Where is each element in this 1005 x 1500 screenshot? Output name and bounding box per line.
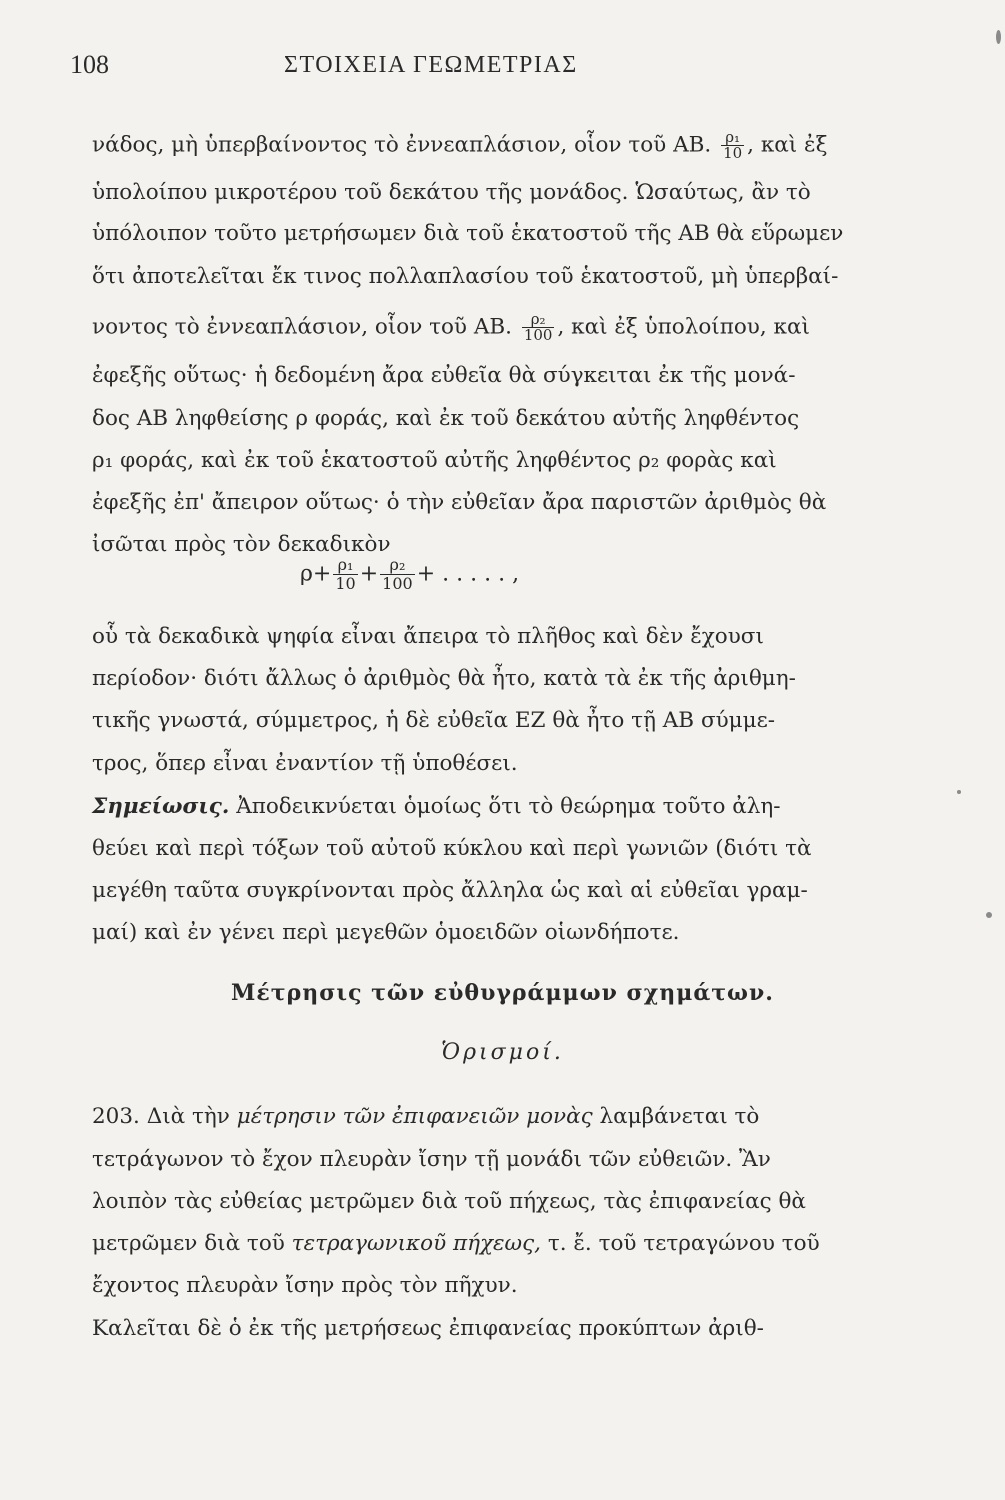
plus-sign: + — [359, 561, 379, 587]
text-line: ἐφεξῆς οὕτως· ἡ δεδομένη ἄρα εὐθεῖα θὰ σύγκειται ἐκ τῆς μονά- — [92, 363, 796, 388]
text-line: τετράγωνον τὸ ἔχον πλευρὰν ἴσην τῇ μονάδι τῶν εὐθειῶν. Ἂν — [92, 1147, 771, 1172]
text-line — [92, 792, 922, 822]
fraction — [522, 312, 555, 343]
fraction — [333, 556, 357, 593]
text-span: , καὶ ἐξ — [747, 132, 828, 158]
running-title: ΣΤΟΙΧΕΙΑ ΓΕΩΜΕΤΡΙΑΣ — [284, 52, 578, 78]
fraction-denominator: 100 — [382, 574, 413, 593]
fraction-numerator: ρ₂ — [389, 555, 406, 574]
text-span: , καὶ ἐξ ὑπολοίπου, καὶ — [557, 314, 810, 340]
text-line: θεύει καὶ περὶ τόξων τοῦ αὐτοῦ κύκλου καὶ περὶ γωνιῶν (διότι τὰ — [92, 836, 812, 861]
text-line: μεγέθη ταῦτα συγκρίνονται πρὸς ἄλληλα ὡς καὶ αἱ εὐθεῖαι γραμ- — [92, 878, 808, 903]
remark-label: Σημείωσις. — [92, 794, 230, 819]
decimal-formula — [300, 556, 700, 612]
scan-mark — [996, 30, 1001, 44]
text-line: ἰσῶται πρὸς τὸν δεκαδικὸν — [92, 532, 391, 557]
text-span: Διὰ τὴν — [146, 1104, 230, 1129]
page-header — [70, 50, 930, 90]
scan-mark — [957, 790, 961, 794]
text-line — [92, 130, 922, 161]
text-line — [92, 312, 922, 343]
fraction-numerator: ρ₁ — [337, 555, 354, 574]
text-span: τ. ἔ. τοῦ τετραγώνου τοῦ — [547, 1231, 820, 1256]
text-line: ὑπόλοιπον τοῦτο μετρήσωμεν διὰ τοῦ ἑκατοστοῦ τῆς ΑΒ θὰ εὕρωμεν — [92, 221, 844, 246]
text-line: τρος, ὅπερ εἶναι ἐναντίον τῇ ὑποθέσει. — [92, 751, 518, 776]
text-line: ρ₁ φοράς, καὶ ἐκ τοῦ ἑκατοστοῦ αὐτῆς ληφθέντος ρ₂ φορὰς καὶ — [92, 448, 777, 473]
text-span: λαμβάνεται τὸ — [599, 1104, 760, 1129]
text-span: νάδος, μὴ ὑπερβαίνοντος τὸ ἐννεαπλάσιον, οἷον τοῦ ΑΒ. — [92, 132, 712, 158]
text-line: ἔχοντος πλευρὰν ἴσην πρὸς τὸν πῆχυν. — [92, 1273, 518, 1298]
fraction-denominator: 10 — [723, 144, 743, 162]
text-line: ὅτι ἀποτελεῖται ἔκ τινος πολλαπλασίου τοῦ ἑκατοστοῦ, μὴ ὑπερβαί- — [92, 264, 839, 289]
text-line: Καλεῖται δὲ ὁ ἐκ τῆς μετρήσεως ἐπιφανείας προκύπτων ἀριθ- — [92, 1316, 764, 1341]
text-line — [92, 1102, 922, 1132]
fraction-numerator: ρ₁ — [725, 128, 741, 146]
fraction-numerator: ρ₂ — [530, 310, 546, 328]
text-line: μαί) καὶ ἐν γένει περὶ μεγεθῶν ὁμοειδῶν οἱωνδήποτε. — [92, 920, 680, 945]
fraction — [721, 130, 744, 161]
fraction-denominator: 100 — [523, 326, 553, 344]
fraction-denominator: 10 — [335, 574, 356, 593]
page-number: 108 — [70, 50, 109, 79]
emphasis-span: μέτρησιν τῶν ἐπιφανειῶν μονὰς — [236, 1104, 593, 1129]
text-span: μετρῶμεν διὰ τοῦ — [92, 1231, 285, 1256]
section-heading: Μέτρησις τῶν εὐθυγράμμων σχημάτων. — [231, 980, 774, 1006]
text-line — [92, 1229, 922, 1259]
text-span: νοντος τὸ ἐννεαπλάσιον, οἷον τοῦ ΑΒ. — [92, 314, 512, 340]
article-number: 203. — [92, 1104, 140, 1129]
formula-lead: ρ+ — [300, 561, 332, 587]
text-span: Ἀποδεικνύεται ὁμοίως ὅτι τὸ θεώρημα τοῦτο ἀλη- — [236, 794, 781, 819]
text-line: δος ΑΒ ληφθείσης ρ φοράς, καὶ ἐκ τοῦ δεκάτου αὐτῆς ληφθέντος — [92, 406, 800, 431]
text-line: τικῆς γνωστά, σύμμετρος, ἡ δὲ εὐθεῖα ΕΖ θὰ ἦτο τῇ ΑΒ σύμμε- — [92, 708, 776, 733]
text-line: λοιπὸν τὰς εὐθείας μετρῶμεν διὰ τοῦ πήχεως, τὰς ἐπιφανείας θὰ — [92, 1189, 806, 1214]
text-line: ὑπολοίπου μικροτέρου τοῦ δεκάτου τῆς μονάδος. Ὡσαύτως, ἂν τὸ — [92, 180, 811, 205]
section-subheading: Ὁρισμοί. — [441, 1040, 564, 1065]
scan-mark — [986, 912, 992, 918]
fraction — [380, 556, 415, 593]
text-line: ἐφεξῆς ἐπ' ἄπειρον οὕτως· ὁ τὴν εὐθεῖαν ἄρα παριστῶν ἀριθμὸς θὰ — [92, 490, 827, 515]
text-line: οὗ τὰ δεκαδικὰ ψηφία εἶναι ἄπειρα τὸ πλῆθος καὶ δὲν ἔχουσι — [92, 624, 764, 649]
text-line: περίοδον· διότι ἄλλως ὁ ἀριθμὸς θὰ ἦτο, κατὰ τὰ ἐκ τῆς ἀριθμη- — [92, 666, 796, 691]
formula-tail: + . . . . . , — [416, 561, 520, 587]
emphasis-span: τετραγωνικοῦ πήχεως, — [291, 1231, 541, 1256]
